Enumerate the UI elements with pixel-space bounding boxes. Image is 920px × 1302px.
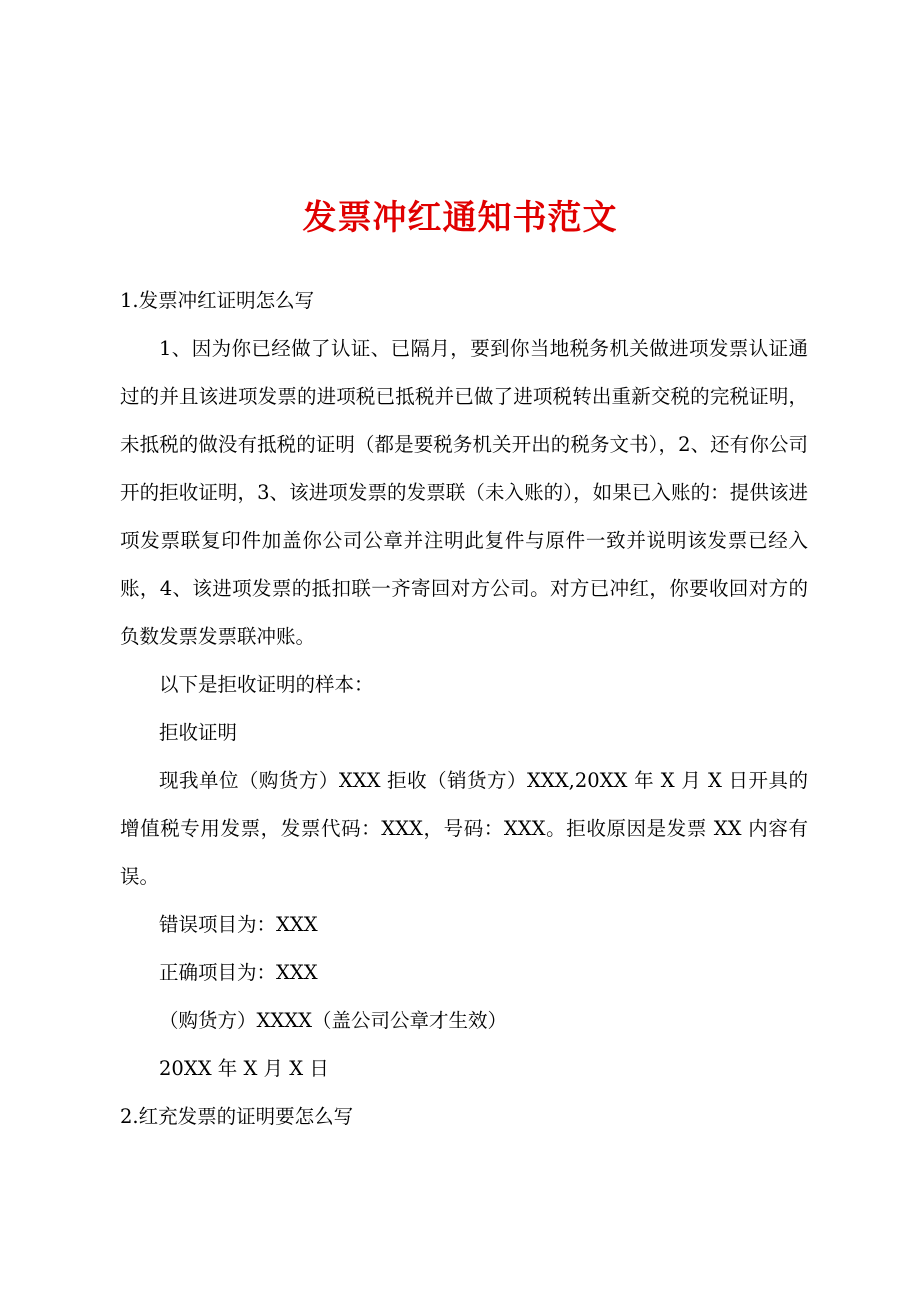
paragraph-date: 20XX 年 X 月 X 日	[159, 1057, 329, 1080]
document-title: 发票冲红通知书范文	[302, 198, 618, 238]
section-heading-2: 2.红充发票的证明要怎么写	[120, 1105, 354, 1128]
paragraph-wrong-item: 错误项目为：XXX	[159, 913, 318, 936]
paragraph-signature: （购货方）XXXX（盖公司公章才生效）	[159, 1009, 508, 1032]
paragraph-requirements: 1、因为你已经做了认证、已隔月，要到你当地税务机关做进项发票认证通过的并且该进项发票的进项税已抵税并已做了进项税转出重新交税的完税证明，未抵税的做没有抵税的证明（都是要税务机关开出的税务文书），2、还有你公司开的拒收证明，3、该进项发票的发票联（未入账的），如果已入账的：提供该进项发票联复印件加盖你公司公章并注明此复件与原件一致并说明该发票已经入账，4、该进项发票的抵扣联一齐寄回对方公司。对方已冲红，你要收回对方的负数发票发票联冲账。	[120, 337, 808, 648]
paragraph-sample-body: 现我单位（购货方）XXX 拒收（销货方）XXX,20XX 年 X 月 X 日开具的增值税专用发票，发票代码：XXX，号码：XXX。拒收原因是发票 XX 内容有误。	[120, 769, 808, 888]
paragraph-correct-item: 正确项目为：XXX	[159, 961, 318, 984]
paragraph-sample-intro: 以下是拒收证明的样本：	[159, 673, 374, 696]
paragraph-sample-title: 拒收证明	[159, 721, 238, 744]
section-heading-1: 1.发票冲红证明怎么写	[120, 289, 315, 312]
document-body	[120, 277, 808, 1141]
